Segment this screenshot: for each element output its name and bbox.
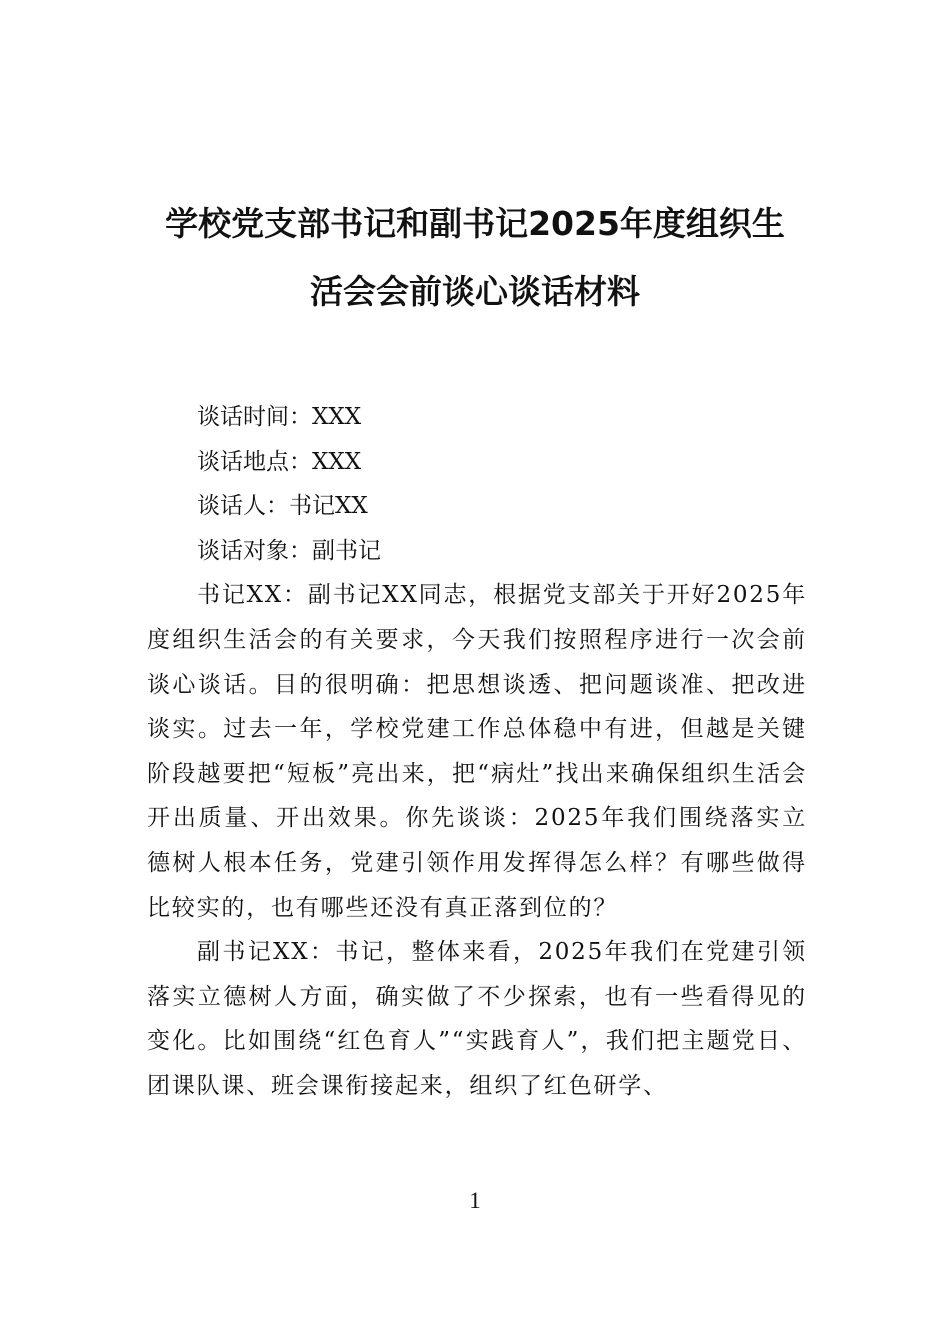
meta-speaker: 谈话人：书记XX bbox=[197, 493, 368, 520]
meta-place: 谈话地点：XXX bbox=[197, 448, 362, 475]
meta-time: 谈话时间：XXX bbox=[197, 404, 362, 430]
paragraph-secretary: 书记XX：副书记XX同志，根据党支部关于开好2025年度组织生活会的有关要求，今天我们按照程序进行一次会前谈心谈话。目的很明确：把思想谈透、把问题谈准、把改进谈实。过去一年，学校党建工作总体稳中有进，但越是关键阶段越要把“短板”亮出来，把“病灶”找出来确保组织生活会开出质量、开出效果。你先谈谈：2025年我们围绕落实立德树人根本任务，党建引领作用发挥得怎么样？有哪些做得比较实的，也有哪些还没有真正落到位的？ bbox=[147, 582, 807, 921]
document-body bbox=[147, 395, 807, 1109]
page-number: 1 bbox=[469, 1188, 481, 1213]
meta-target: 谈话对象：副书记 bbox=[197, 537, 381, 564]
title-line-1: 学校党支部书记和副书记2025年度组织生 bbox=[165, 204, 785, 243]
document-title bbox=[120, 190, 830, 326]
paragraph-deputy-secretary: 副书记XX：书记，整体来看，2025年我们在党建引领落实立德树人方面，确实做了不少探索，也有一些看得见的变化。比如围绕“红色育人”“实践育人”，我们把主题党日、团课队课、班会课衔接起来，组织了红色研学、 bbox=[147, 939, 807, 1099]
title-line-2: 活会会前谈心谈话材料 bbox=[310, 272, 640, 311]
